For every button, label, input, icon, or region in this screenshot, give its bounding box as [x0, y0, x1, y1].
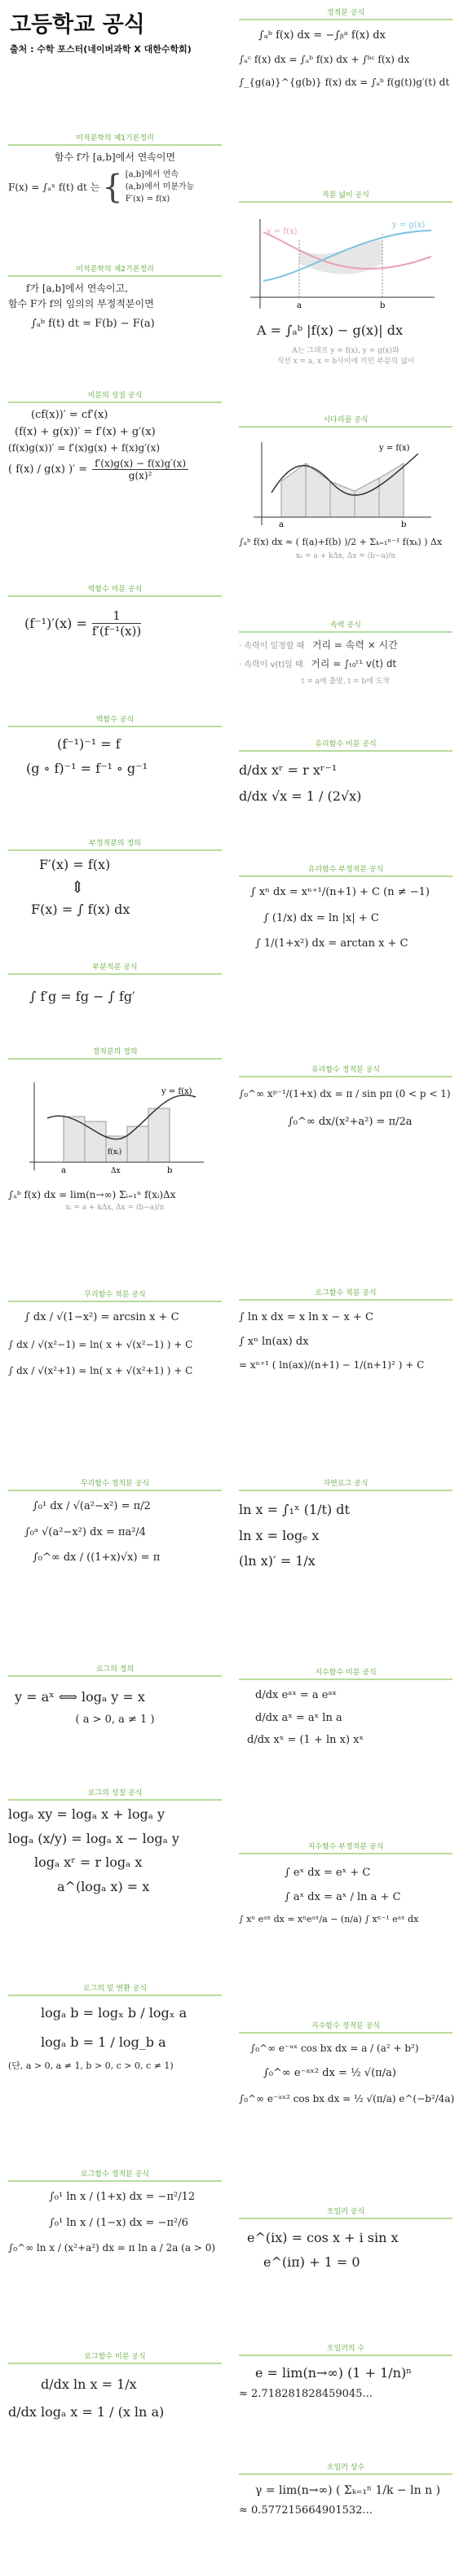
card-title: 지수함수 부정적분 공식 — [239, 1841, 452, 1854]
formula-1: d/dx eᵃˣ = a eᵃˣ — [255, 1689, 337, 1701]
dx-label: Δx — [111, 1167, 121, 1175]
card-title: 로그의 밑 변환 공식 — [8, 1982, 222, 1996]
trapezoid-region — [281, 463, 404, 517]
card-title: 자연로그 공식 — [239, 1477, 452, 1491]
b-label: b — [380, 301, 386, 310]
condition-1: f가 [a,b]에서 연속이고, — [26, 283, 129, 294]
formula-3: (f(x)g(x))′ = f′(x)g(x) + f(x)g′(x) — [8, 442, 161, 454]
formula-3: (ln x)′ = 1/x — [239, 1553, 316, 1569]
formula-1: ln x = ∫₁ˣ (1/t) dt — [239, 1502, 350, 1517]
label-g: y = g(x) — [392, 221, 426, 230]
card-exp-deriv — [239, 1666, 452, 1750]
note-2: 직선 x = a, x = b사이에 끼인 부분의 넓이 — [276, 357, 415, 366]
card-def-int — [8, 1046, 222, 1212]
area-graph — [245, 216, 441, 314]
card-rational-indef — [239, 863, 452, 954]
formula-1: γ = lim(n→∞) ( Σₖ₌₁ⁿ 1/k − ln n ) — [255, 2484, 441, 2497]
formula-3: ∫ dx / √(x²+1) = ln( x + √(x²+1) ) + C — [8, 1364, 193, 1376]
riemann-rect — [127, 1126, 148, 1162]
note-1: A는 그래프 y = f(x), y = g(x)와 — [292, 346, 399, 355]
case-2: (a,b)에서 미분가능 — [125, 182, 195, 192]
card-natural-log — [239, 1477, 452, 1573]
formula: ∫ₐᵇ f(t) dt = F(b) − F(a) — [31, 318, 155, 331]
card-indef-def — [8, 837, 222, 920]
source-credit: 출처 : 수학 포스터(네이버과학 X 대한수학회) — [10, 44, 192, 55]
card-euler-number — [239, 2342, 452, 2403]
formula-1: e^(ix) = cos x + i sin x — [247, 2230, 399, 2245]
card-title: 무리함수 정적분 공식 — [8, 1477, 222, 1491]
ftc1-lhs: F(x) = ∫ₐˣ f(t) dt 는 — [8, 181, 100, 193]
card-title: 역함수 미분 공식 — [8, 583, 222, 597]
card-log-def — [8, 1663, 222, 1729]
card-title: 역함수 공식 — [8, 713, 222, 727]
formula-1: ∫ eˣ dx = eˣ + C — [285, 1867, 371, 1879]
riemann-rect — [148, 1108, 170, 1162]
formula-2: e^(iπ) + 1 = 0 — [263, 2253, 360, 2270]
formula-1: F′(x) = f(x) — [39, 857, 111, 872]
card-ftc1 — [8, 132, 222, 205]
formula-2: ∫ dx / √(x²−1) = ln( x + √(x²−1) ) + C — [8, 1338, 193, 1350]
formula-4: a^(logₐ x) = x — [57, 1878, 150, 1894]
formula-1: ∫₀¹ ln x / (1+x) dx = −π²/12 — [49, 2191, 196, 2203]
case-3: F′(x) = f(x) — [125, 195, 170, 204]
card-inv-trig-int — [8, 1288, 222, 1380]
card-title: 로그함수 정적분 공식 — [8, 2168, 222, 2182]
card-log-def-int — [8, 2168, 222, 2257]
condition-note: (단, a > 0, a ≠ 1, b > 0, c > 0, c ≠ 1) — [8, 2060, 174, 2072]
formula-3: ∫₀^∞ e⁻ᵃˣ² cos bx dx = ½ √(π/a) e^(−b²/4a) — [239, 2092, 455, 2104]
brace: { — [102, 168, 123, 206]
condition-text: 함수 f가 [a,b]에서 연속이면 — [54, 151, 176, 163]
card-exp-indef — [239, 1841, 452, 1929]
a-label: a — [297, 301, 302, 310]
formula-1: ∫ ln x dx = x ln x − x + C — [239, 1311, 373, 1323]
numerator: 1 — [92, 608, 141, 624]
riemann-sum-graph — [23, 1079, 210, 1177]
card-diff-props — [8, 389, 222, 481]
card-title: 시다리꼴 공식 — [239, 414, 452, 428]
card-log-int — [239, 1287, 452, 1374]
condition-2: 함수 F가 f의 임의의 부정적분이면 — [8, 298, 154, 310]
card-title: 지수함수 미분 공식 — [239, 1666, 452, 1680]
card-title: 정적분 공식 — [239, 7, 452, 20]
formula-2: d/dx √x = 1 / (2√x) — [239, 788, 362, 804]
card-euler-constant — [239, 2461, 452, 2520]
card-irr-def-int — [8, 1477, 222, 1568]
card-rational-def — [239, 1064, 452, 1132]
page-title: 고등학교 공식 — [10, 12, 145, 37]
formula-2: d/dx aˣ = aˣ ln a — [255, 1711, 342, 1724]
formula-3: logₐ xʳ = r logₐ x — [34, 1854, 143, 1871]
a-label: a — [279, 520, 284, 529]
card-title: 유리함수 부정적분 공식 — [239, 863, 452, 877]
formula-1: d/dx ln x = 1/x — [41, 2376, 137, 2392]
formula-1: ∫ dx / √(1−x²) = arcsin x + C — [24, 1311, 179, 1323]
card-title: 오일러 공식 — [239, 2205, 452, 2219]
equivalence-arrow: ⇕ — [70, 876, 85, 897]
card-title: 지수함수 정적분 공식 — [239, 2020, 452, 2034]
formula-3: ∫₀^∞ dx / ((1+x)√x) = π — [33, 1551, 161, 1564]
formula-2: F(x) = ∫ f(x) dx — [31, 901, 130, 917]
card-area — [239, 189, 452, 366]
velocity-line-2 — [239, 656, 452, 670]
formula-2: ∫₀¹ ln x / (1−x) dx = −π²/6 — [49, 2216, 188, 2229]
card-title: 로그의 정의 — [8, 1663, 222, 1677]
formula-4-denominator: g(x)² — [128, 470, 152, 482]
a-label: a — [61, 1166, 66, 1175]
rect-label: f(xᵢ) — [108, 1148, 122, 1156]
card-log-base — [8, 1982, 222, 2075]
velocity-line-1 — [239, 638, 452, 652]
formula: A = ∫ₐᵇ |f(x) − g(x)| dx — [257, 323, 404, 338]
card-parts — [8, 961, 222, 1008]
card-title: 유리함수 미분 공식 — [239, 738, 452, 752]
formula-1: (cf(x))′ = cf′(x) — [31, 409, 108, 421]
card-simpson — [239, 414, 452, 560]
b-label: b — [167, 1166, 173, 1175]
card-title: 오일러의 수 — [239, 2342, 452, 2356]
card-ftc2 — [8, 263, 222, 334]
case-1: [a,b]에서 연속 — [125, 170, 179, 180]
card-title: 부정적분의 정의 — [8, 837, 222, 851]
formula-1: ∫ₐᵇ f(x) dx = −∫ᵦᵃ f(x) dx — [258, 29, 386, 42]
card-log-deriv — [8, 2350, 222, 2423]
card-title: 오일러 상수 — [239, 2461, 452, 2475]
formula-1: e = lim(n→∞) (1 + 1/n)ⁿ — [255, 2365, 413, 2381]
formula-2: logₐ b = 1 / log_b a — [41, 2034, 166, 2050]
formula-2: ∫ₐᶜ f(x) dx = ∫ₐᵇ f(x) dx + ∫ᵇᶜ f(x) dx — [239, 53, 410, 65]
formula-1: (f⁻¹)⁻¹ = f — [57, 736, 121, 752]
formula-3: ∫ xⁿ eᵃˣ dx = xⁿeᵃˣ/a − (n/a) ∫ xⁿ⁻¹ eᵃˣ dx — [239, 1914, 419, 1925]
formula-3: ∫ 1/(1+x²) dx = arctan x + C — [255, 937, 408, 950]
formula-3: d/dx xˣ = (1 + ln x) xˣ — [247, 1734, 364, 1747]
formula-1: d/dx xʳ = r xʳ⁻¹ — [239, 762, 338, 778]
formula-4-numerator: f′(x)g(x) − f(x)g′(x) — [92, 458, 188, 470]
formula-2: (g ∘ f)⁻¹ = f⁻¹ ∘ g⁻¹ — [26, 760, 148, 776]
line-2-text: · 속력이 v(t)일 때 — [239, 660, 303, 669]
formula-2: ∫ aˣ dx = aˣ / ln a + C — [285, 1890, 401, 1903]
formula-1: ∫₀^∞ xᵖ⁻¹/(1+x) dx = π / sin pπ (0 < p < 1) — [239, 1088, 451, 1099]
card-title: 무리함수 적분 공식 — [8, 1288, 222, 1302]
card-def-int-props — [239, 7, 452, 91]
formula-2: ∫ (1/x) dx = ln |x| + C — [263, 911, 379, 924]
formula: ∫ₐᵇ f(x) dx = lim(n→∞) Σᵢ₌₁ⁿ f(xᵢ)Δx — [8, 1189, 176, 1200]
card-title: 로그의 성질 공식 — [8, 1787, 222, 1801]
formula: ∫ f′g = fg − ∫ fg′ — [29, 989, 135, 1004]
note: xₖ = a + kΔx, Δx = (b−a)/n — [295, 551, 396, 560]
card-title: 미적분학의 제1기본정리 — [8, 132, 222, 146]
note: xᵢ = a + kΔx, Δx = (b−a)/n — [65, 1204, 165, 1213]
card-title: 속력 공식 — [239, 619, 452, 633]
curve-label: y = f(x) — [161, 1087, 192, 1096]
formula-2: ∫ xⁿ ln(ax) dx — [239, 1335, 309, 1348]
card-inverse-deriv — [8, 583, 222, 639]
formula-2: logₐ (x/y) = logₐ x − logₐ y — [8, 1830, 179, 1846]
b-label: b — [401, 520, 407, 529]
formula-1: ∫₀^∞ e⁻ᵃˣ cos bx dx = a / (a² + b²) — [250, 2043, 419, 2054]
card-title: 정적분의 정의 — [8, 1046, 222, 1060]
denominator: f′(f⁻¹(x)) — [91, 624, 142, 639]
formula-3: = xⁿ⁺¹ ( ln(ax)/(n+1) − 1/(n+1)² ) + C — [239, 1359, 425, 1371]
card-euler — [239, 2205, 452, 2273]
trapezoid-graph — [249, 439, 436, 529]
card-exp-def — [239, 2020, 455, 2108]
line-1-text: · 속력이 일정할 때 — [239, 642, 305, 651]
formula-2: ∫₀^∞ dx/(x²+a²) = π/2a — [288, 1116, 413, 1129]
card-title: 로그함수 적분 공식 — [239, 1287, 452, 1301]
line-2-formula: 거리 = ∫ₜ₀ᵗ¹ v(t) dt — [311, 658, 397, 669]
label-f: y = f(x) — [267, 227, 298, 236]
formula-1: logₐ b = logₓ b / logₓ a — [41, 2005, 188, 2021]
formula-2: ∫₀ᵃ √(a²−x²) dx = πa²/4 — [24, 1525, 147, 1538]
curve-label: y = f(x) — [379, 444, 410, 453]
card-inverse-func — [8, 713, 222, 779]
formula-2: ( a > 0, a ≠ 1 ) — [75, 1713, 155, 1726]
note: t = a에 출발, t = b에 도착 — [301, 678, 391, 686]
formula-2: ln x = logₑ x — [239, 1527, 320, 1543]
formula-2: (f(x) + g(x))′ = f′(x) + g′(x) — [15, 425, 156, 438]
formula-4-lhs: ( f(x) / g(x) )′ = — [8, 463, 88, 476]
formula-2: ∫₀^∞ e⁻ᵃˣ² dx = ½ √(π/a) — [263, 2067, 396, 2080]
card-title: 유리함수 정적분 공식 — [239, 1064, 452, 1077]
approx-value: ≈ 2.718281828459045... — [239, 2387, 373, 2400]
card-poly-deriv — [239, 738, 452, 807]
formula-1: ∫₀¹ dx / √(a²−x²) = π/2 — [33, 1500, 151, 1512]
card-title: 미적분학의 제2기본정리 — [8, 263, 222, 277]
line-1-formula: 거리 = 속력 × 시간 — [311, 639, 398, 651]
card-title: 적분 넓이 공식 — [239, 189, 452, 203]
formula: ∫ₐᵇ f(x) dx ≈ ( f(a)+f(b) )/2 + Σₖ₌₁ⁿ⁻¹ f(xₖ) ) Δx — [239, 537, 443, 547]
formula-1: y = aˣ ⟺ logₐ y = x — [15, 1689, 145, 1705]
card-title: 로그함수 미분 공식 — [8, 2350, 222, 2364]
card-title: 부분적분 공식 — [8, 961, 222, 975]
card-title: 미분의 성질 공식 — [8, 389, 222, 403]
formula-1: ∫ xⁿ dx = xⁿ⁺¹/(n+1) + C (n ≠ −1) — [250, 886, 430, 898]
formula-3: ∫₀^∞ ln x / (x²+a²) dx = π ln a / 2a (a > 0) — [8, 2242, 216, 2254]
formula-3: ∫_{g(a)}^{g(b)} f(x) dx = ∫ₐᵇ f(g(t))g′(t) dt — [239, 76, 450, 88]
card-velocity — [239, 619, 452, 686]
formula-2: d/dx logₐ x = 1 / (x ln a) — [8, 2403, 165, 2420]
formula-1: logₐ xy = logₐ x + logₐ y — [8, 1806, 166, 1822]
card-log-props — [8, 1787, 222, 1898]
lhs: (f⁻¹)′(x) = — [24, 615, 87, 631]
approx-value: ≈ 0.577215664901532... — [239, 2504, 373, 2517]
